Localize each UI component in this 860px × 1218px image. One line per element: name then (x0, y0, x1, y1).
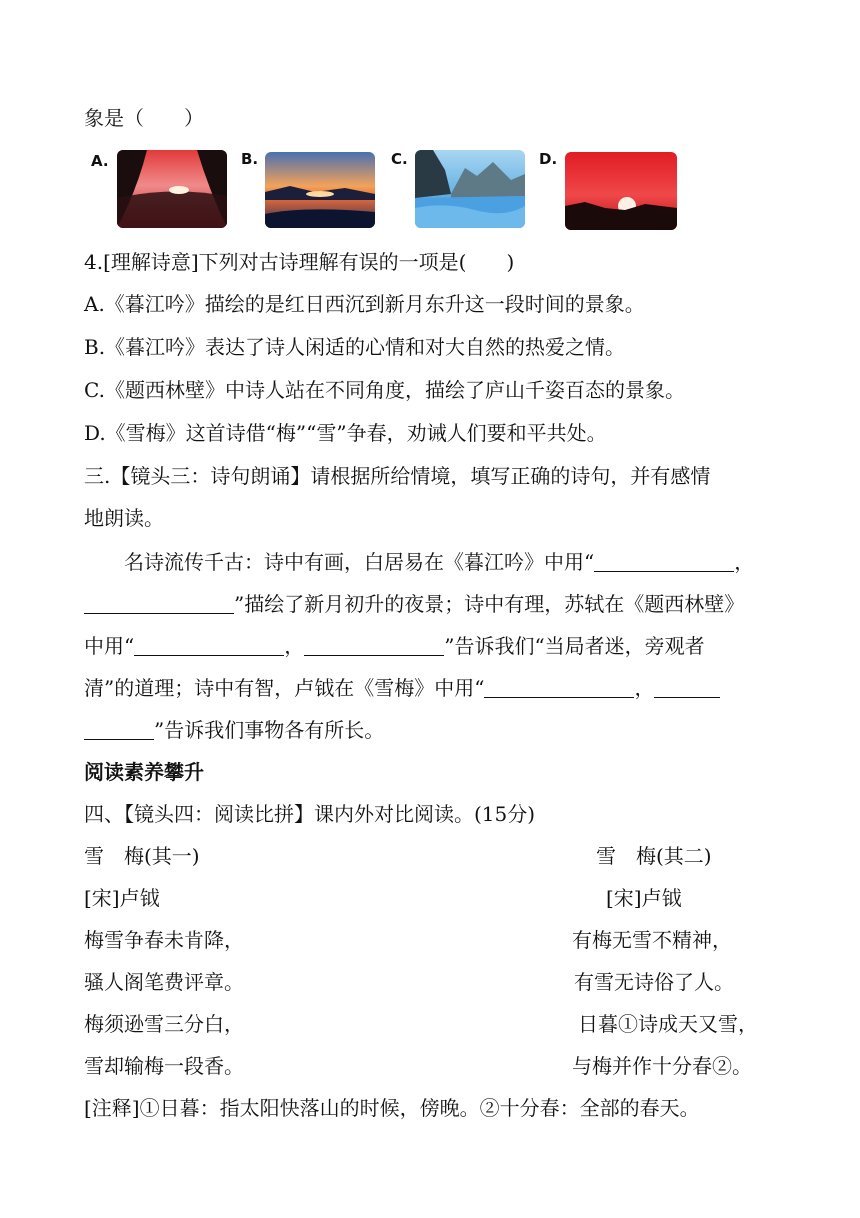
answer-blank-6-cont[interactable] (84, 717, 154, 740)
fill-text: ， (634, 676, 655, 700)
poem-1-line: 雪却输梅一段香。 (84, 1054, 244, 1078)
question-3-tail: 象是（ ） (84, 106, 204, 130)
fill-paragraph-line-5 (84, 716, 384, 744)
answer-blank-6[interactable] (654, 675, 720, 698)
poem-1-author: [宋]卢钺 (84, 886, 160, 910)
option-c-image (415, 150, 525, 228)
question-4-stem: 4.[理解诗意]下列对古诗理解有误的一项是( ) (84, 250, 515, 274)
question-4-option-b: B.《暮江吟》表达了诗人闲适的心情和对大自然的热爱之情。 (84, 335, 626, 359)
option-a-label: A. (91, 152, 109, 170)
answer-blank-2[interactable] (84, 591, 234, 614)
answer-blank-5[interactable] (484, 675, 634, 698)
answer-blank-4[interactable] (304, 633, 444, 656)
fill-text: ， (284, 634, 305, 658)
option-b-label: B. (241, 150, 259, 168)
question-4-option-a: A.《暮江吟》描绘的是红日西沉到新月东升这一段时间的景象。 (84, 292, 645, 316)
poem-2-author: [宋]卢钺 (606, 886, 682, 910)
poem-1-line: 梅须逊雪三分白， (84, 1012, 244, 1036)
fill-paragraph-line-2 (84, 590, 744, 618)
fill-text: 名诗流传千古：诗中有画，白居易在《暮江吟》中用“ (124, 550, 595, 574)
poem-1-line: 骚人阁笔费评章。 (84, 970, 244, 994)
poem-2-line: 有梅无雪不精神， (572, 928, 732, 952)
fill-paragraph-line-4 (84, 674, 720, 702)
answer-blank-1[interactable] (594, 549, 734, 572)
fill-text: ”告诉我们“当局者迷，旁观者 (444, 634, 705, 658)
option-b-image (265, 152, 375, 228)
section-3-heading: 三.【镜头三：诗句朗诵】请根据所给情境，填写正确的诗句，并有感情 (84, 464, 711, 488)
answer-blank-3[interactable] (134, 633, 284, 656)
poem-2-title: 雪 梅(其二) (596, 844, 712, 868)
annotation-note: [注释]①日暮：指太阳快落山的时候，傍晚。②十分春：全部的春天。 (84, 1096, 700, 1120)
section-title: 阅读素养攀升 (84, 760, 204, 784)
section-4-heading: 四、【镜头四：阅读比拼】课内外对比阅读。(15分) (84, 802, 536, 826)
poem-2-line: 日暮①诗成天又雪， (578, 1012, 758, 1036)
option-d-label: D. (539, 150, 558, 168)
poem-2-line: 与梅并作十分春②。 (572, 1054, 752, 1078)
section-3-heading-cont: 地朗读。 (84, 506, 164, 530)
poem-2-line: 有雪无诗俗了人。 (574, 970, 734, 994)
option-c-label: C. (391, 150, 408, 168)
option-a-image (117, 150, 227, 228)
question-4-option-c: C.《题西林壁》中诗人站在不同角度，描绘了庐山千姿百态的景象。 (84, 378, 685, 402)
question-4-option-d: D.《雪梅》这首诗借“梅”“雪”争春，劝诫人们要和平共处。 (84, 421, 607, 445)
fill-text: ”告诉我们事物各有所长。 (154, 718, 385, 742)
option-d-image (565, 152, 677, 230)
fill-paragraph-line-3 (84, 632, 705, 660)
poem-1-title: 雪 梅(其一) (84, 844, 200, 868)
fill-paragraph-line-1 (124, 548, 754, 576)
fill-text: 清”的道理；诗中有智，卢钺在《雪梅》中用“ (84, 676, 485, 700)
poem-1-line: 梅雪争春未肯降， (84, 928, 244, 952)
fill-text: ”描绘了新月初升的夜景；诗中有理，苏轼在《题西林壁》 (234, 592, 745, 616)
fill-text: ， (734, 550, 755, 574)
fill-text: 中用“ (84, 634, 135, 658)
